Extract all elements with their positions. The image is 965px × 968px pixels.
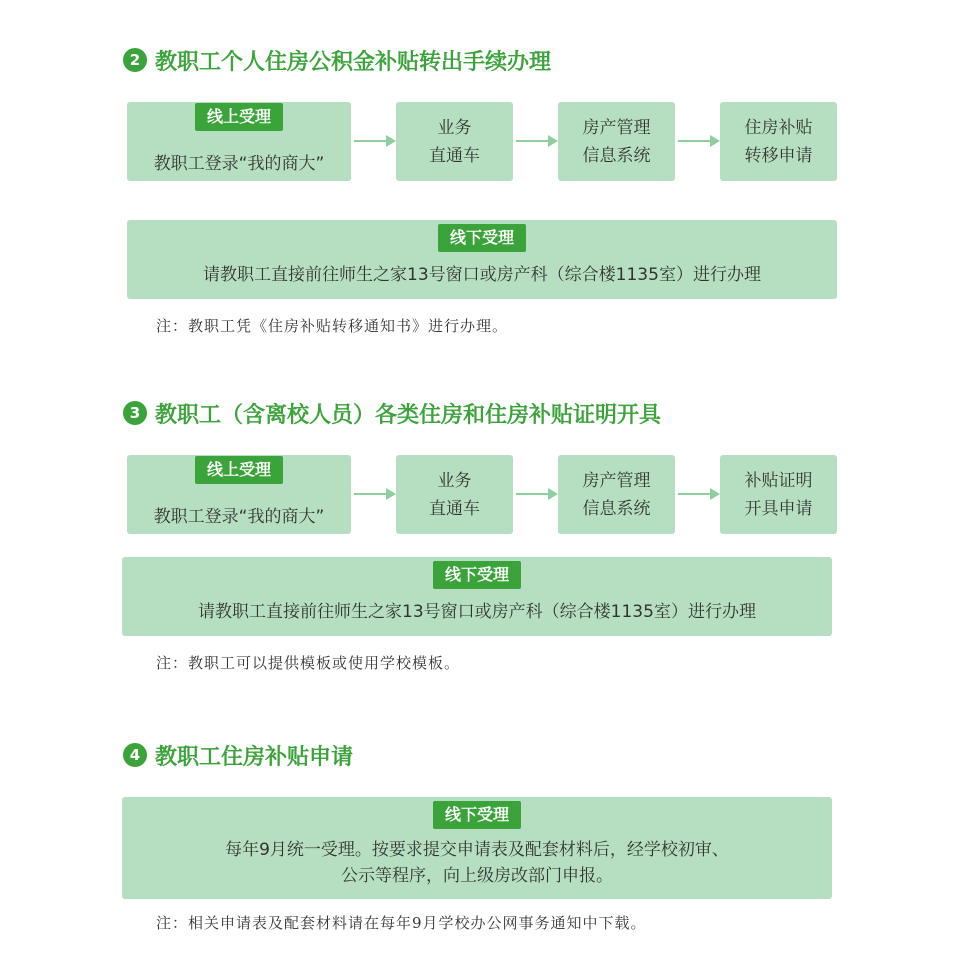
section-4-offline-tag: 线下受理: [433, 801, 521, 829]
section-2-arrow-2: [516, 134, 558, 148]
section-3-title-text: 教职工（含离校人员）各类住房和住房补贴证明开具: [155, 402, 662, 428]
section-2-offline-tag: 线下受理: [438, 224, 526, 252]
section-4-title-text: 教职工住房补贴申请: [155, 744, 354, 770]
section-3-step-housing-system: [558, 455, 675, 534]
section-2-arrow-3: [678, 134, 720, 148]
section-3-number-badge: 3: [123, 401, 147, 425]
section-3-step-2-line1: 房产管理: [582, 470, 651, 491]
section-2-note: 注：教职工凭《住房补贴转移通知书》进行办理。: [156, 317, 509, 335]
section-3-arrow-2: [516, 487, 558, 501]
section-2-online-box: [127, 102, 351, 181]
section-2-step-housing-system: [558, 102, 675, 181]
section-4-offline-line1: 每年9月统一受理。按要求提交申请表及配套材料后，经学校初审、: [225, 840, 729, 860]
section-3-offline-tag: 线下受理: [433, 561, 521, 589]
section-2-step-business: [396, 102, 513, 181]
section-2-step-transfer: [720, 102, 837, 181]
section-3-online-text: 教职工登录“我的商大”: [153, 507, 325, 527]
section-3-step-3-line2: 开具申请: [744, 498, 813, 519]
section-4-number-badge: 4: [123, 743, 147, 767]
section-2-title: [123, 45, 551, 75]
section-2-step-3-line1: 住房补贴: [744, 117, 813, 138]
section-3-arrow-3: [678, 487, 720, 501]
section-3-note: 注：教职工可以提供模板或使用学校模板。: [156, 654, 461, 672]
section-3-online-tag: 线上受理: [195, 456, 283, 484]
section-4-title: [123, 740, 353, 770]
section-3-online-box: [127, 455, 351, 534]
section-2-step-1-line2: 直通车: [429, 145, 480, 166]
section-2-arrow-1: [354, 134, 396, 148]
section-2-number-badge: 2: [123, 48, 147, 72]
section-2-online-text: 教职工登录“我的商大”: [153, 154, 325, 174]
section-4-offline-line2: 公示等程序，向上级房改部门申报。: [341, 866, 613, 886]
section-2-title-text: 教职工个人住房公积金补贴转出手续办理: [155, 49, 552, 75]
section-3-offline-box: [122, 557, 832, 636]
section-3-step-business: [396, 455, 513, 534]
section-3-step-certificate: [720, 455, 837, 534]
section-3-step-1-line2: 直通车: [429, 498, 480, 519]
section-3-step-1-line1: 业务: [437, 470, 472, 491]
section-3-step-3-line1: 补贴证明: [744, 470, 813, 491]
section-2-step-1-line1: 业务: [437, 117, 472, 138]
section-3-arrow-1: [354, 487, 396, 501]
section-4-note: 注：相关申请表及配套材料请在每年9月学校办公网事务通知中下载。: [156, 914, 647, 932]
section-2-offline-box: [127, 220, 837, 299]
section-2-step-2-line1: 房产管理: [582, 117, 651, 138]
section-3-step-2-line2: 信息系统: [582, 498, 651, 519]
section-3-offline-text: 请教职工直接前往师生之家13号窗口或房产科（综合楼1135室）进行办理: [198, 602, 756, 622]
section-2-step-3-line2: 转移申请: [744, 145, 813, 166]
section-2-offline-text: 请教职工直接前往师生之家13号窗口或房产科（综合楼1135室）进行办理: [203, 265, 761, 285]
section-2-step-2-line2: 信息系统: [582, 145, 651, 166]
section-2-online-tag: 线上受理: [195, 103, 283, 131]
section-3-title: [123, 398, 661, 428]
section-4-offline-box: [122, 797, 832, 899]
